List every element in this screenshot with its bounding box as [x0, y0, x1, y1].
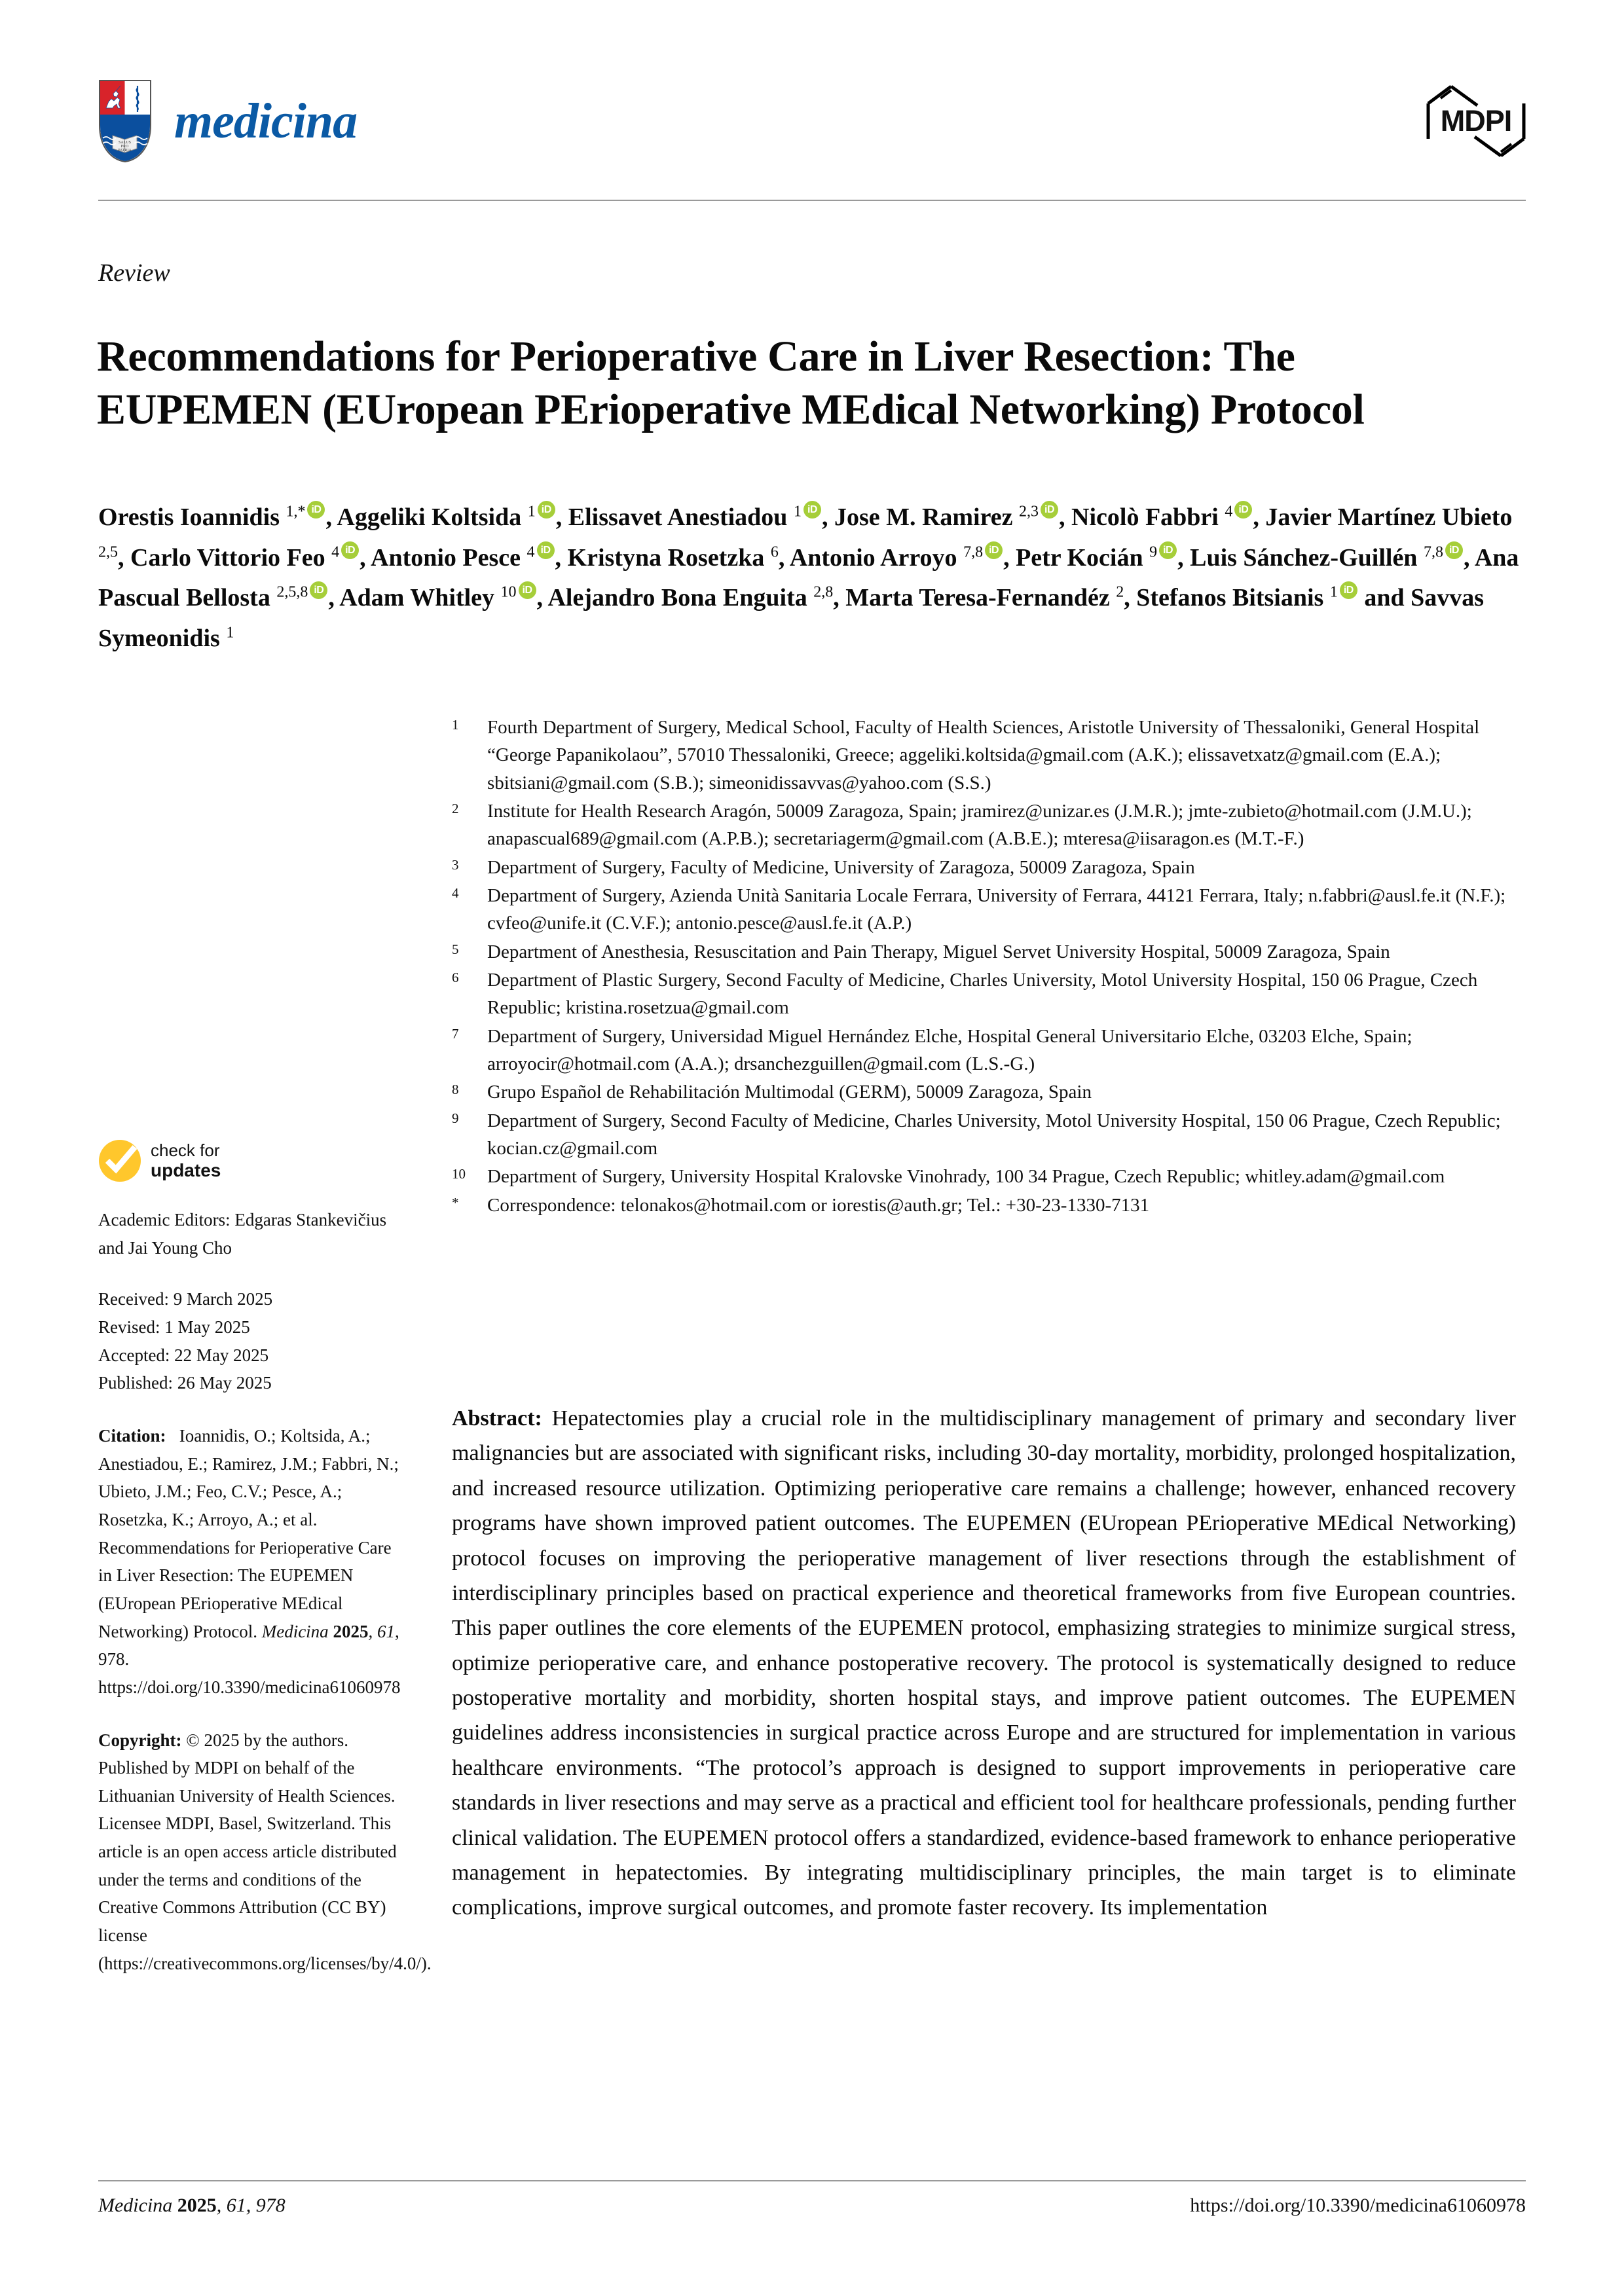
- affiliation-text: Fourth Department of Surgery, Medical School, Faculty of Health Sciences, Aristotle University of Thessaloniki, General Hospital “George Papanikolaou”, 57010 Thessaloniki, Greece; aggeliki.koltsida@gmail.com (A.K.); elissavetxatz@gmail.com (E.A.); sbitsiani@gmail.com (S.B.); simeonidissavvas@yahoo.com (S.S.): [487, 717, 1480, 793]
- check-for-updates-label: [151, 1141, 221, 1180]
- affiliation-marker: 7: [452, 1025, 459, 1042]
- mdpi-wordmark: MDPI: [1440, 104, 1512, 137]
- citation-article-number: 978.: [98, 1649, 130, 1669]
- affiliation-marker: 1: [452, 717, 459, 733]
- academic-editors: Academic Editors: Edgaras Stankevičius and Jai Young Cho: [98, 1210, 387, 1258]
- article-type-label: Review: [98, 259, 170, 287]
- correspondence-item: [452, 1192, 1513, 1219]
- correspondence-marker: *: [452, 1194, 459, 1211]
- footer-journal: Medicina: [98, 2195, 173, 2216]
- affiliation-text: Department of Surgery, Universidad Miguel Hernández Elche, Hospital General Universitario Elche, 03203 Elche, Spain; arroyocir@hotmail.com (A.A.); drsanchezguillen@gmail.com (L.S.-G.): [487, 1025, 1412, 1074]
- lithuanian-university-shield-icon: [98, 79, 152, 163]
- citation-block: Citation: Ioannidis, O.; Koltsida, A.; Anestiadou, E.; Ramirez, J.M.; Fabbri, N.; Ubieto, J.M.; Feo, C.V.; Pesce, A.; Rosetzka, K.; Arroyo, A.; et al. Recommendations for Perioperative Care in Liver Resection: The EUPEMEN (EUropean PErioperative MEdical Networking) Protocol. Medicina 2025, 61, 978. https://doi.org/10.3390/medicina61060978: [98, 1425, 401, 1697]
- citation-journal: Medicina: [261, 1621, 329, 1641]
- citation-doi-link[interactable]: https://doi.org/10.3390/medicina61060978: [98, 1677, 401, 1697]
- citation-volume: 61: [377, 1621, 395, 1641]
- footer-article: 978: [255, 2195, 286, 2216]
- abstract-text: Hepatectomies play a crucial role in the multidisciplinary management of primary and secondary liver malignancies but are associated with significant risks, including 30-day mortality, morbidity, prolonged hospitalization, and increased resource utilization. Optimizing perioperative care remains a challenge; however, enhanced recovery programs have shown improved patient outcomes. The EUPEMEN (EUropean PErioperative MEdical Networking) protocol focuses on improving the perioperative management of liver resections through the establishment of interdisciplinary principles based on practical experience and theoretical frameworks from five European countries. This paper outlines the core elements of the EUPEMEN protocol, emphasizing strategies to minimize surgical stress, optimize perioperative care, and enhance postoperative recovery. The protocol is systematically designed to reduce postoperative mortality and morbidity, shorten hospital stays, and improve patient outcomes. The EUPEMEN guidelines address inconsistencies in surgical practice across Europe and are structured for implementation in various healthcare environments. “The protocol’s approach is designed to support improvements in perioperative care standards in liver resections and may serve as a practical and efficient tool for healthcare professionals, pending further clinical validation. The EUPEMEN protocol offers a standardized, evidence-based framework to enhance perioperative management in hepatectomies. By integrating multidisciplinary principles, the main target is to eliminate complications, improve surgical outcomes, and promote faster recovery. Its implementation: [452, 1406, 1517, 1920]
- check-mark-icon: [98, 1139, 141, 1182]
- page-footer: [98, 2195, 1526, 2217]
- sidebar-metadata: [98, 1139, 432, 1977]
- header-divider: [98, 200, 1526, 201]
- affiliation-item: [452, 1078, 1513, 1106]
- affiliation-text: Department of Plastic Surgery, Second Faculty of Medicine, Charles University, Motol University Hospital, 150 06 Prague, Czech Republic; kristina.rosetzua@gmail.com: [487, 969, 1478, 1019]
- affiliation-marker: 10: [452, 1166, 466, 1182]
- affiliation-list: [452, 714, 1513, 1220]
- footer-year: 2025: [177, 2195, 217, 2216]
- journal-branding: [98, 79, 357, 163]
- date-accepted: Accepted: 22 May 2025: [98, 1345, 269, 1365]
- affiliation-item: [452, 938, 1513, 966]
- date-revised: Revised: 1 May 2025: [98, 1317, 250, 1337]
- cfu-line-2: updates: [151, 1159, 221, 1180]
- citation-label: Citation:: [98, 1425, 166, 1446]
- author-list: Orestis Ioannidis $^{1,*}$ iD , Aggeliki Koltsida $^1$ iD , Elissavet Anestiadou $^1$ iD , Jose M. Ramirez $^{2,3}$ iD , Nicolò Fabbri $^4$ iD , Javier Martínez Ubieto $^{2,5}$, Carlo Vittorio Feo $^4$ iD , Antonio Pesce $^4$ iD , Kristyna Rosetzka $^6$, Antonio Arroyo $^{7,8}$ iD , Petr Kocián $^9$ iD , Luis Sánchez-Guillén $^{7,8}$ iD , Ana Pascual Bellosta $^{2,5,8}$ iD , Adam Whitley $^{10}$ iD , Alejandro Bona Enguita $^{2,8}$, Marta Teresa-Fernandéz $^2$, Stefanos Bitsianis $^1$iD and Savvas Symeonidis $^1$: [98, 498, 1519, 659]
- copyright-label: Copyright:: [98, 1730, 182, 1750]
- cfu-line-1: check for: [151, 1140, 220, 1160]
- svg-text:SALUS: SALUS: [118, 141, 132, 145]
- footer-volume: 61: [226, 2195, 246, 2216]
- affiliation-item: [452, 966, 1513, 1022]
- page-header: [98, 72, 1526, 170]
- affiliation-text: Department of Surgery, Faculty of Medicine, University of Zaragoza, 50009 Zaragoza, Spain: [487, 856, 1195, 878]
- footer-doi[interactable]: https://doi.org/10.3390/medicina61060978: [1190, 2195, 1526, 2216]
- abstract-section: [452, 1401, 1516, 1925]
- date-published: Published: 26 May 2025: [98, 1373, 272, 1393]
- copyright-text: © 2025 by the authors. Published by MDPI on behalf of the Lithuanian University of Health Sciences. Licensee MDPI, Basel, Switzerland. This article is an open access article distributed under the terms and conditions of the Creative Commons Attribution (CC BY) license (https://creativecommons.org/licenses/by/4.0/).: [98, 1730, 432, 1973]
- citation-year: 2025: [333, 1621, 369, 1641]
- affiliation-text: Department of Surgery, Second Faculty of Medicine, Charles University, Motol University Hospital, 150 06 Prague, Czech Republic; kocian.cz@gmail.com: [487, 1110, 1501, 1159]
- affiliation-text: Department of Anesthesia, Resuscitation and Pain Therapy, Miguel Servet University Hospital, 50009 Zaragoza, Spain: [487, 941, 1390, 962]
- publication-dates: [98, 1285, 406, 1397]
- mdpi-logo-icon: [1426, 79, 1526, 164]
- affiliation-marker: 8: [452, 1082, 459, 1098]
- svg-text:PRO: PRO: [120, 145, 129, 149]
- affiliation-text: Institute for Health Research Aragón, 50009 Zaragoza, Spain; jramirez@unizar.es (J.M.R.); jmte-zubieto@hotmail.com (J.M.U.); anapascual689@gmail.com (A.P.B.); secretariagerm@gmail.com (A.B.E.); mteresa@iisaragon.es (M.T.-F.): [487, 800, 1472, 850]
- journal-title: medicina: [174, 94, 358, 149]
- affiliation-marker: 6: [452, 969, 459, 985]
- affiliation-text: Department of Surgery, University Hospital Kralovske Vinohrady, 100 34 Prague, Czech Republic; whitley.adam@gmail.com: [487, 1166, 1445, 1188]
- affiliation-item: [452, 1163, 1513, 1190]
- affiliation-marker: 2: [452, 800, 459, 816]
- affiliation-item: [452, 854, 1513, 881]
- affiliation-marker: 3: [452, 856, 459, 873]
- affiliation-text: Grupo Español de Rehabilitación Multimodal (GERM), 50009 Zaragoza, Spain: [487, 1082, 1092, 1103]
- copyright-block: [98, 1726, 432, 1978]
- affiliation-marker: 5: [452, 941, 459, 957]
- affiliation-text: Department of Surgery, Azienda Unità Sanitaria Locale Ferrara, University of Ferrara, 44121 Ferrara, Italy; n.fabbri@ausl.fe.it (N.F.); cvfeo@unife.it (C.V.F.); antonio.pesce@ausl.fe.it (A.P.): [487, 884, 1506, 934]
- abstract-label: Abstract:: [452, 1406, 542, 1430]
- citation-text: Ioannidis, O.; Koltsida, A.; Anestiadou, E.; Ramirez, J.M.; Fabbri, N.; Ubieto, J.M.; Feo, C.V.; Pesce, A.; Rosetzka, K.; Arroyo, A.; et al. Recommendations for Perioperative Care in Liver Resection: The EUPEMEN (EUropean PErioperative MEdical Networking) Protocol.: [98, 1425, 399, 1641]
- footer-divider: [98, 2180, 1526, 2181]
- affiliation-marker: 9: [452, 1110, 459, 1126]
- date-received: Received: 9 March 2025: [98, 1289, 273, 1309]
- affiliation-item: [452, 797, 1513, 853]
- svg-text:PATRIA: PATRIA: [118, 149, 132, 153]
- affiliation-item: [452, 1023, 1513, 1078]
- affiliation-item: [452, 882, 1513, 938]
- affiliation-marker: 4: [452, 884, 459, 901]
- check-for-updates-badge[interactable]: [98, 1139, 406, 1182]
- footer-citation: Medicina 2025, 61, 978: [98, 2195, 286, 2216]
- correspondence-text: Correspondence: telonakos@hotmail.com or iorestis@auth.gr; Tel.: +30-23-1330-7131: [487, 1194, 1150, 1216]
- affiliation-item: [452, 714, 1513, 797]
- page-title: Recommendations for Perioperative Care in Liver Resection: The EUPEMEN (EUropean PErioperative MEdical Networking) Protocol: [97, 333, 1365, 434]
- affiliation-item: [452, 1107, 1513, 1163]
